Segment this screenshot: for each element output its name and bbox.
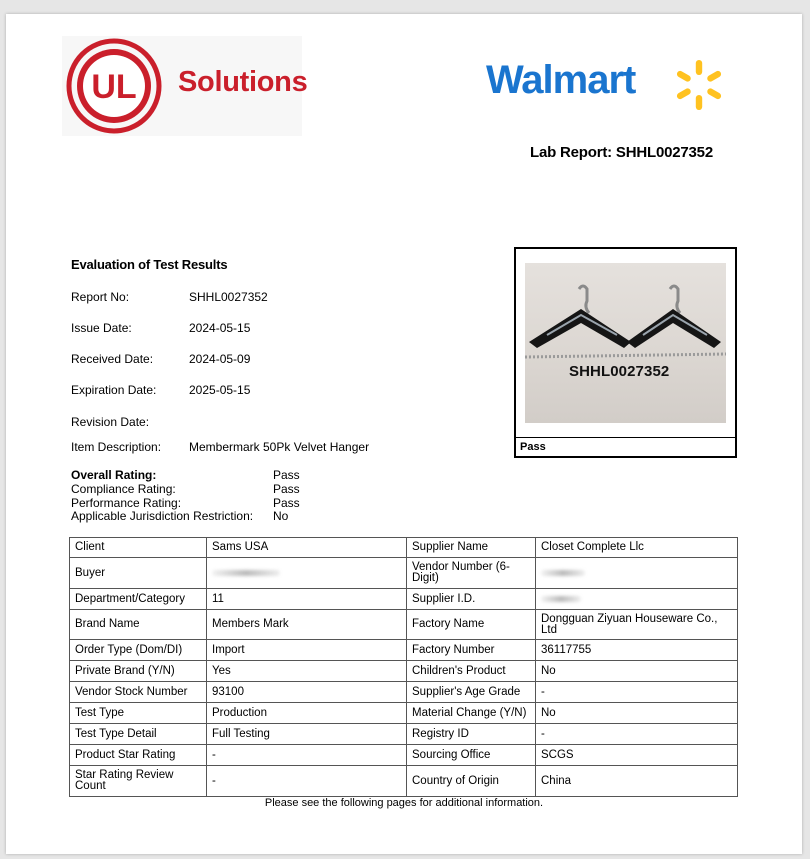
table-cell: Full Testing	[207, 724, 407, 745]
revision-date-label: Revision Date:	[71, 415, 150, 429]
table-row	[70, 703, 738, 724]
table-cell: Closet Complete Llc	[536, 538, 738, 558]
performance-rating-label: Performance Rating:	[71, 496, 182, 510]
table-cell: Product Star Rating	[70, 745, 207, 766]
table-row	[70, 682, 738, 703]
overall-rating-label: Overall Rating:	[71, 468, 157, 482]
table-row	[70, 589, 738, 610]
table-cell: -	[536, 682, 738, 703]
table-cell: 36117755	[536, 640, 738, 661]
walmart-logo	[486, 56, 726, 112]
item-description-label: Item Description:	[71, 440, 162, 454]
table-cell: Supplier Name	[407, 538, 536, 558]
table-cell: Yes	[207, 661, 407, 682]
ul-mark-icon	[66, 38, 162, 134]
received-date-label: Received Date:	[71, 352, 154, 366]
table-cell: Vendor Stock Number	[70, 682, 207, 703]
table-cell: -	[207, 745, 407, 766]
report-no-label: Report No:	[71, 290, 130, 304]
table-cell: Department/Category	[70, 589, 207, 610]
redacted-cell	[207, 558, 407, 589]
table-cell: Test Type Detail	[70, 724, 207, 745]
report-info-table	[69, 537, 738, 797]
table-cell: Order Type (Dom/DI)	[70, 640, 207, 661]
product-photo-box	[514, 247, 737, 458]
performance-rating-value: Pass	[273, 496, 300, 510]
report-no-value: SHHL0027352	[189, 290, 268, 304]
photo-caption: SHHL0027352	[569, 363, 670, 380]
table-cell: Material Change (Y/N)	[407, 703, 536, 724]
table-cell: 93100	[207, 682, 407, 703]
table-cell: Star Rating Review Count	[70, 766, 207, 797]
lab-report-number: Lab Report: SHHL0027352	[530, 144, 713, 161]
table-cell: -	[536, 724, 738, 745]
table-cell: -	[207, 766, 407, 797]
table-cell: Brand Name	[70, 610, 207, 640]
issue-date-label: Issue Date:	[71, 321, 132, 335]
overall-rating-value: Pass	[273, 468, 300, 482]
table-cell: Factory Number	[407, 640, 536, 661]
redacted-text	[541, 596, 581, 602]
table-row	[70, 745, 738, 766]
table-cell: No	[536, 703, 738, 724]
table-cell: Vendor Number (6-Digit)	[407, 558, 536, 589]
table-row	[70, 724, 738, 745]
table-cell: Sams USA	[207, 538, 407, 558]
table-cell: SCGS	[536, 745, 738, 766]
table-cell: Supplier I.D.	[407, 589, 536, 610]
table-row	[70, 610, 738, 640]
table-row	[70, 661, 738, 682]
table-cell: Children's Product	[407, 661, 536, 682]
walmart-wordmark: Walmart	[486, 58, 636, 102]
table-row	[70, 640, 738, 661]
table-cell: Import	[207, 640, 407, 661]
jurisdiction-restriction-label: Applicable Jurisdiction Restriction:	[71, 509, 254, 523]
redacted-cell	[536, 589, 738, 610]
table-cell: Members Mark	[207, 610, 407, 640]
evaluation-title: Evaluation of Test Results	[71, 257, 228, 272]
received-date-value: 2024-05-09	[189, 352, 251, 366]
table-cell: Dongguan Ziyuan Houseware Co., Ltd	[536, 610, 738, 640]
photo-status: Pass	[516, 437, 735, 456]
issue-date-value: 2024-05-15	[189, 321, 251, 335]
table-cell: China	[536, 766, 738, 797]
table-cell: Test Type	[70, 703, 207, 724]
ul-solutions-logo	[62, 36, 308, 136]
table-cell: Factory Name	[407, 610, 536, 640]
svg-text:UL: UL	[91, 68, 137, 106]
table-row	[70, 538, 738, 558]
table-cell: Production	[207, 703, 407, 724]
compliance-rating-value: Pass	[273, 482, 300, 496]
expiration-date-label: Expiration Date:	[71, 383, 157, 397]
spark-icon	[672, 58, 726, 112]
footer-note: Please see the following pages for additional information.	[264, 797, 544, 809]
table-cell: Sourcing Office	[407, 745, 536, 766]
redacted-text	[541, 570, 585, 576]
table-cell: Supplier's Age Grade	[407, 682, 536, 703]
compliance-rating-label: Compliance Rating:	[71, 482, 176, 496]
hanger-photo-illustration	[525, 263, 726, 423]
table-row	[70, 558, 738, 589]
table-cell: Buyer	[70, 558, 207, 589]
table-row	[70, 766, 738, 797]
expiration-date-value: 2025-05-15	[189, 383, 251, 397]
table-cell: No	[536, 661, 738, 682]
redacted-text	[212, 570, 280, 576]
report-page	[6, 14, 802, 854]
table-cell: Client	[70, 538, 207, 558]
item-description-value: Membermark 50Pk Velvet Hanger	[189, 440, 370, 454]
table-cell: 11	[207, 589, 407, 610]
redacted-cell	[536, 558, 738, 589]
jurisdiction-restriction-value: No	[273, 509, 289, 523]
product-photo	[525, 263, 726, 423]
ul-solutions-wordmark: Solutions	[178, 66, 308, 98]
table-cell: Private Brand (Y/N)	[70, 661, 207, 682]
table-cell: Registry ID	[407, 724, 536, 745]
table-cell: Country of Origin	[407, 766, 536, 797]
